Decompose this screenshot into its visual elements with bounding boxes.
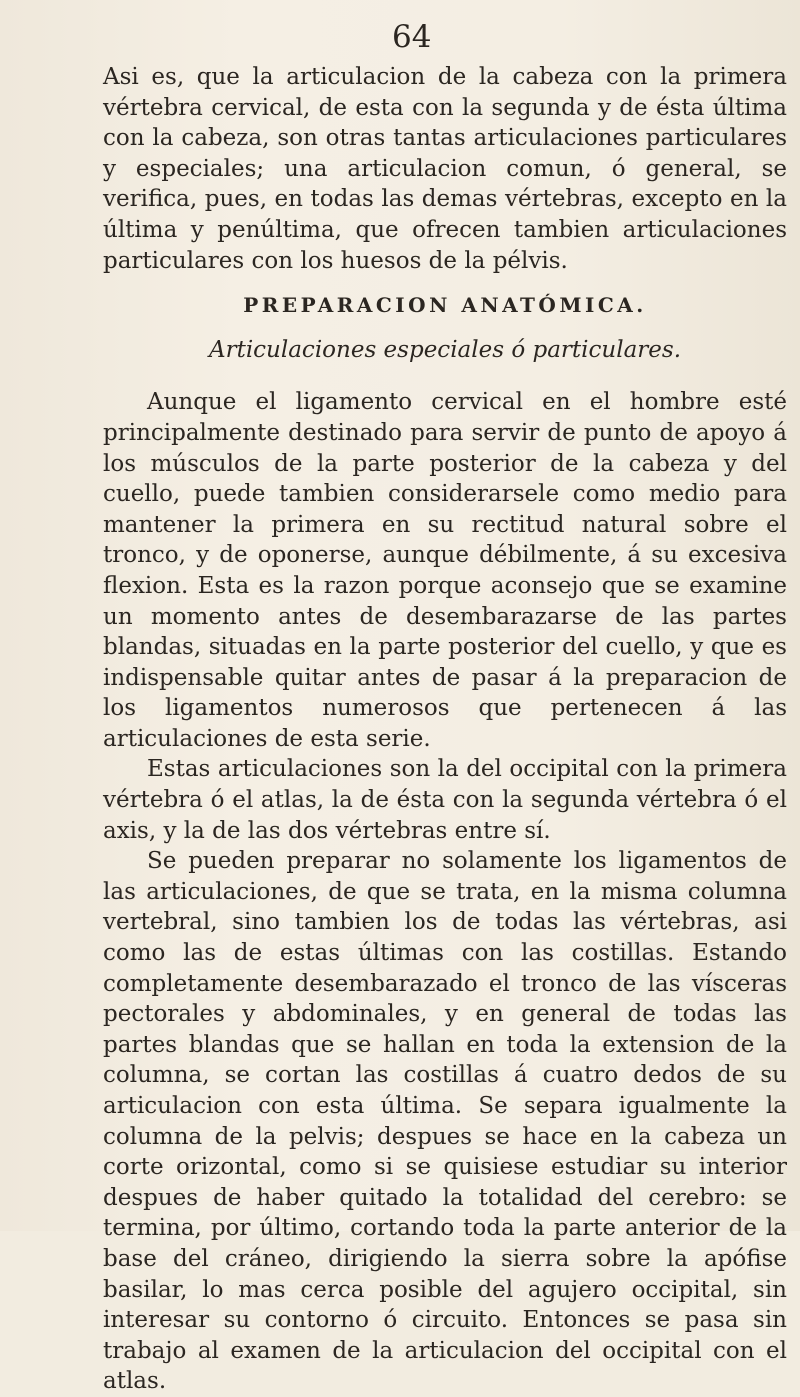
page-number: 64 <box>392 19 432 55</box>
section-subheading: Articulaciones especiales ó particulares. <box>208 336 682 363</box>
page-body <box>103 62 787 1397</box>
paragraph-ligament: Aunque el ligamento cervical en el hombre esté principalmente destinado para servir de punto de apoyo á los músculos de la parte posterior de la cabeza y del cuello, puede tambien considerarsele como medio para mantener la primera en su rectitud natural sobre el tronco, y de oponerse, aunque débilmente, á su excesiva flexion. Esta es la razon porque aconsejo que se examine un momento antes de desembarazarse de las partes blandas, situadas en la parte posterior del cuello, y que es indispensable quitar antes de pasar á la preparacion de los ligamentos numerosos que pertenecen á las articulaciones de esta serie. <box>103 389 787 752</box>
section-heading: PREPARACION ANATÓMICA. <box>243 293 647 318</box>
paragraph-preparation: Se pueden preparar no solamente los ligamentos de las articulaciones, de que se trata, en la misma columna vertebral, sino tambien los de todas las vértebras, asi como las de estas últimas con las costillas. Estando completamente desembarazado el tronco de las vísceras pectorales y abdominales, y en general de todas las partes blandas que se hallan en toda la extension de la columna, se cortan las costillas á cuatro dedos de su articulacion con esta última. Se separa igualmente la columna de la pelvis; despues se hace en la cabeza un corte orizontal, como si se quisiese estudiar su interior despues de haber quitado la totalidad del cerebro: se termina, por último, cortando toda la parte anterior de la base del cráneo, dirigiendo la sierra sobre la apófise basilar, lo mas cerca posible del agujero occipital, sin interesar su contorno ó circuito. Entonces se pasa sin trabajo al examen de la articulacion del occipital con el atlas. <box>103 848 787 1395</box>
paragraph-articulations: Estas articulaciones son la del occipital con la primera vértebra ó el atlas, la de ésta con la segunda vértebra ó el axis, y la de las dos vértebras entre sí. <box>103 756 787 844</box>
paragraph-intro: Asi es, que la articulacion de la cabeza con la primera vértebra cervical, de esta con la segunda y de ésta última con la cabeza, son otras tantas articulaciones particulares y especiales; una articulacion comun, ó general, se verifica, pues, en todas las demas vértebras, excepto en la última y penúltima, que ofrecen tambien articulaciones particulares con los huesos de la pélvis. <box>103 64 787 274</box>
